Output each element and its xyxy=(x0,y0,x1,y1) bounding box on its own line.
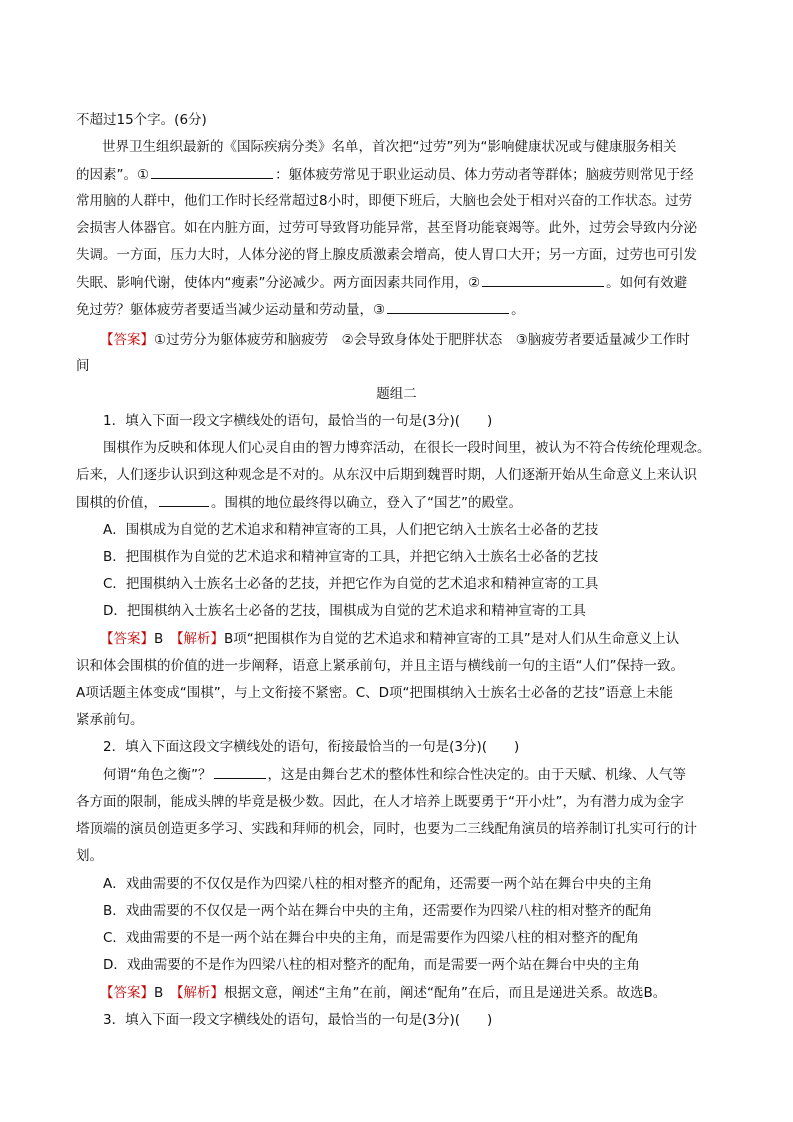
option-b: B．把围棋作为自觉的艺术追求和精神宣寄的工具，并把它纳入士族名士必备的艺技 xyxy=(103,549,599,565)
blank xyxy=(214,765,266,779)
blank-1 xyxy=(151,165,273,179)
answer-line: 【答案】B 【解析】根据文意，阐述“主角”在前，阐述“配角”在后，而且是递进关系。故选B。 xyxy=(100,985,667,1001)
option-c: C．戏曲需要的不是一两个站在舞台中央的主角，而是需要作为四梁八柱的相对整齐的配角 xyxy=(103,930,639,946)
blank-2 xyxy=(482,273,604,287)
question-stem: 1．填入下面一段文字横线处的语句，最恰当的一句是(3分)( ) xyxy=(103,413,493,429)
option-b: B．戏曲需要的不仅仅是一两个站在舞台中央的主角，还需要作为四梁八柱的相对整齐的配角 xyxy=(103,903,653,919)
question-stem: 3．填入下面一段文字横线处的语句，最恰当的一句是(3分)( ) xyxy=(103,1012,493,1028)
question-tail-text: 不超过15个字。(6分) xyxy=(76,112,207,128)
answer-tag: 【答案】 xyxy=(100,985,154,1001)
blank-3 xyxy=(387,300,509,314)
answer-line: 【答案】①过劳分为躯体疲劳和脑疲劳 ②会导致身体处于肥胖状态 ③脑疲劳者要适量减少工作时 xyxy=(100,332,690,348)
explanation-tag: 【解析】 xyxy=(176,631,225,647)
answer-tag: 【答案】 xyxy=(100,631,154,647)
section-title: 题组二 xyxy=(376,386,417,402)
passage-line: 各方面的限制，能成头牌的毕竟是极少数。因此，在人才培养上既要勇于“开小灶”，为有潜力成为金字 xyxy=(76,794,684,810)
passage-line: 会损害人体器官。如在内脏方面，过劳可导致肾功能异常，甚至肾功能衰竭等。此外，过劳会导致内分泌 xyxy=(76,220,697,236)
passage-line: 常用脑的人群中，他们工作时长经常超过8小时，即便下班后，大脑也会处于相对兴奋的工作状态。过劳 xyxy=(76,193,693,209)
explanation-line: 紧承前句。 xyxy=(76,712,144,728)
passage-line: 后来，人们逐步认识到这种观念是不对的。从东汉中后期到魏晋时期，人们逐渐开始从生命意义上来认识 xyxy=(76,467,697,483)
passage-line: 围棋的价值， 。围棋的地位最终得以确立，登入了“国艺”的殿堂。 xyxy=(76,495,522,511)
passage-line: 世界卫生组织最新的《国际疾病分类》名单，首次把“过劳”列为“影响健康状况或与健康服务相关 xyxy=(102,139,677,155)
answer-line: 【答案】B 【解析】B项“把围棋作为自觉的艺术追求和精神宣寄的工具”是对人们从生命意义上认 xyxy=(100,631,680,647)
answer-line: 间 xyxy=(76,358,90,374)
passage-line: 失眠、影响代谢，使体内“瘦素”分泌减少。两方面因素共同作用，② 。如何有效避 xyxy=(76,275,688,291)
option-d: D．把围棋纳入士族名士必备的艺技，围棋成为自觉的艺术追求和精神宣寄的工具 xyxy=(103,603,586,619)
passage-line: 何谓“角色之衡”？ ，这是由舞台艺术的整体性和综合性决定的。由于天赋、机缘、人气等 xyxy=(103,767,686,783)
option-a: A．戏曲需要的不仅仅是作为四梁八柱的相对整齐的配角，还需要一两个站在舞台中央的主角 xyxy=(103,876,653,892)
option-a: A．围棋成为自觉的艺术追求和精神宣寄的工具，人们把它纳入士族名士必备的艺技 xyxy=(103,522,599,538)
blank xyxy=(159,493,209,507)
option-c: C．把围棋纳入士族名士必备的艺技，并把它作为自觉的艺术追求和精神宣寄的工具 xyxy=(103,576,599,592)
option-d: D．戏曲需要的不是作为四梁八柱的相对整齐的配角，而是需要一两个站在舞台中央的主角 xyxy=(103,957,640,973)
passage-line: 围棋作为反映和体现人们心灵自由的智力博弈活动，在很长一段时间里，被认为不符合传统伦理观念。 xyxy=(103,440,711,456)
passage-line: 免过劳？躯体疲劳者要适当减少运动量和劳动量，③ 。 xyxy=(76,302,525,318)
explanation-line: 识和体会围棋的价值的进一步阐释，语意上紧承前句，并且主语与横线前一句的主语“人们”保持一致。 xyxy=(76,658,684,674)
passage-line: 塔顶端的演员创造更多学习、实践和拜师的机会，同时，也要为二三线配角演员的培养制订扎实可行的计 xyxy=(76,821,697,837)
answer-tag: 【答案】 xyxy=(100,332,154,348)
question-stem: 2．填入下面这段文字横线处的语句，衔接最恰当的一句是(3分)( ) xyxy=(103,739,520,755)
passage-line: 失调。一方面，压力大时，人体分泌的肾上腺皮质激素会增高，使人胃口大开；另一方面，过劳也可引发 xyxy=(76,247,697,263)
passage-line: 的因素”。① ：躯体疲劳常见于职业运动员、体力劳动者等群体；脑疲劳则常见于经 xyxy=(76,167,694,183)
explanation-tag: 【解析】 xyxy=(176,985,225,1001)
explanation-line: A项话题主体变成“围棋”，与上文衔接不紧密。C、D项“把围棋纳入士族名士必备的艺技”语意上未能 xyxy=(76,685,674,701)
passage-line: 划。 xyxy=(76,848,103,864)
